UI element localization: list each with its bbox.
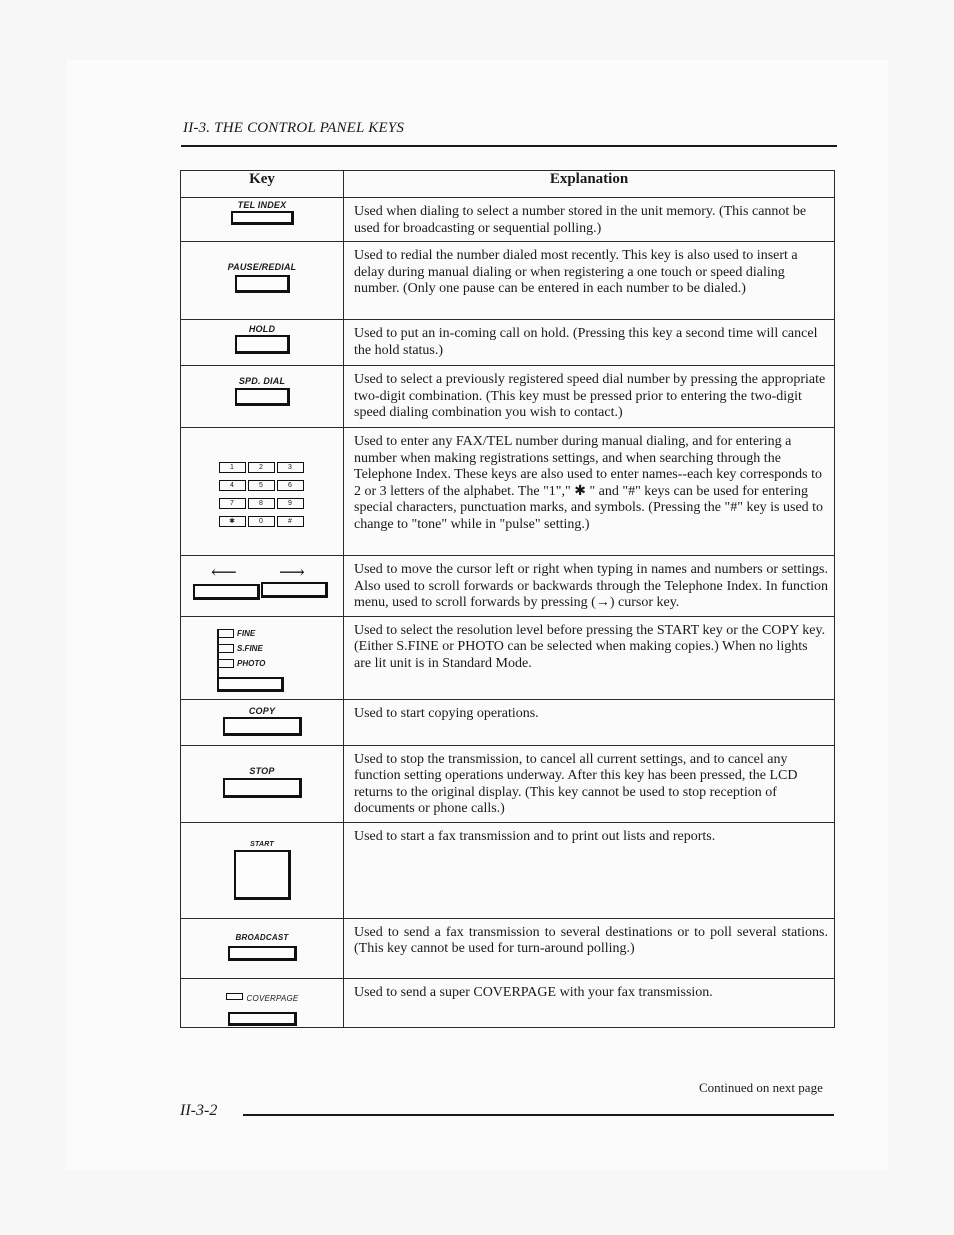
- section-title: II-3. THE CONTROL PANEL KEYS: [183, 120, 405, 136]
- lamp-label-photo: PHOTO: [237, 658, 266, 668]
- key-label: STOP: [249, 765, 275, 776]
- key-cell: [181, 556, 344, 617]
- table-row: [181, 978, 835, 1027]
- keypad-key: ✱: [219, 516, 246, 527]
- lamp-icon: [217, 629, 234, 638]
- title-rule: [181, 145, 837, 147]
- dial-keypad-icon: [219, 462, 306, 534]
- table-row: [181, 366, 835, 428]
- cursor-keys-icon: [181, 556, 343, 614]
- resolution-key-button-icon: [217, 677, 284, 692]
- explanation-cell: Used to start a fax transmission and to print out lists and reports.: [344, 822, 835, 918]
- table-row: [181, 918, 835, 978]
- explanation-cell: Used to send a fax transmission to several destinations or to poll several stations. (This key cannot be used for turn-around polling.): [344, 918, 835, 978]
- explanation-cell: Used to select the resolution level before pressing the START key or the COPY key. (Either S.FINE or PHOTO can be selected when making copies.) When no lights are lit unit is in Standard Mode.: [344, 616, 835, 699]
- keypad-row: [219, 498, 306, 509]
- hold-key-icon: [235, 335, 290, 354]
- resolution-key-icon: [217, 629, 307, 699]
- lamp-bracket: [217, 629, 219, 679]
- keypad-key: 4: [219, 480, 246, 491]
- key-label: TEL INDEX: [237, 200, 287, 210]
- table-row: [181, 242, 835, 320]
- key-cell: [181, 978, 344, 1027]
- keypad-key: 8: [248, 498, 275, 509]
- table-row: [181, 745, 835, 822]
- key-label: PAUSE/REDIAL: [227, 262, 297, 272]
- lamp-icon: [217, 644, 234, 653]
- keypad-key: 6: [277, 480, 304, 491]
- table-row: [181, 616, 835, 699]
- explanation-cell: Used to start copying operations.: [344, 699, 835, 745]
- table-row: [181, 556, 835, 617]
- table-row: [181, 320, 835, 366]
- keypad-key: 3: [277, 462, 304, 473]
- tel-index-key-icon: [231, 211, 294, 225]
- key-label: START: [250, 840, 274, 848]
- key-cell: [181, 745, 344, 822]
- keypad-key: #: [277, 516, 304, 527]
- keypad-key: 5: [248, 480, 275, 491]
- explanation-cell: Used to select a previously registered speed dial number by pressing the appropriate two-digit combination. (This key must be pressed prior to entering the two-digit speed dialing combination you wish to contact.): [344, 366, 835, 428]
- coverpage-label: COVERPAGE: [246, 993, 299, 1003]
- key-cell: [181, 242, 344, 320]
- explanation-cell: Used to redial the number dialed most recently. This key is also used to insert a delay during manual dialing or when registering a one touch or speed dialing number. (Only one pause can be entered in each number to be dialed.): [344, 242, 835, 320]
- lamp-icon: [217, 659, 234, 668]
- right-cursor-key-icon: [261, 582, 328, 598]
- left-cursor-key-icon: [193, 584, 260, 600]
- right-arrow-icon: ⟶: [279, 562, 305, 582]
- explanation-cell: Used to move the cursor left or right when typing in names and numbers or settings. Also used to scroll forwards or backwards through the Telephone Index. In function menu, used to scroll forwards by pressing (→) cursor key.: [344, 556, 835, 617]
- key-cell: [181, 918, 344, 978]
- explanation-cell: Used to send a super COVERPAGE with your fax transmission.: [344, 978, 835, 1027]
- key-label: SPD. DIAL: [238, 376, 286, 386]
- coverpage-key-group: [181, 988, 343, 1006]
- key-cell: [181, 320, 344, 366]
- key-cell: [181, 616, 344, 699]
- col-header-explanation: Explanation: [344, 171, 835, 198]
- table-row: [181, 198, 835, 242]
- keypad-key: 1: [219, 462, 246, 473]
- key-cell: [181, 198, 344, 242]
- left-arrow-icon: ⟵: [211, 562, 237, 582]
- table-row: [181, 822, 835, 918]
- keypad-key: 7: [219, 498, 246, 509]
- stop-key-icon: [223, 778, 302, 798]
- key-cell: [181, 822, 344, 918]
- keypad-row: [219, 480, 306, 491]
- pause-redial-key-icon: [235, 275, 290, 293]
- key-cell: [181, 366, 344, 428]
- explanation-cell: Used when dialing to select a number stored in the unit memory. (This cannot be used for broadcasting or sequential polling.): [344, 198, 835, 242]
- lamp-icon: [226, 993, 243, 1000]
- explanation-cell: Used to stop the transmission, to cancel all current settings, and to cancel any function setting operations underway. After this key has been pressed, the LCD returns to the original display. (This key cannot be used to stop reception of documents or phone calls.): [344, 745, 835, 822]
- continued-note: Continued on next page: [699, 1080, 823, 1095]
- page-number: II-3-2: [180, 1102, 218, 1119]
- explanation-cell: Used to put an in-coming call on hold. (Pressing this key a second time will cancel the hold status.): [344, 320, 835, 366]
- speed-dial-key-icon: [235, 388, 290, 406]
- broadcast-key-icon: [228, 946, 297, 961]
- key-cell: [181, 428, 344, 556]
- copy-key-icon: [223, 717, 302, 736]
- table-row: [181, 699, 835, 745]
- keypad-row: [219, 462, 306, 473]
- key-label: BROADCAST: [235, 932, 289, 942]
- key-label: HOLD: [248, 324, 276, 334]
- keypad-key: 9: [277, 498, 304, 509]
- start-key-icon: [234, 850, 291, 900]
- lamp-label-sfine: S.FINE: [237, 643, 263, 653]
- table-row: [181, 428, 835, 556]
- lamp-label-fine: FINE: [237, 628, 256, 638]
- coverpage-key-icon: [228, 1012, 297, 1026]
- key-label: COPY: [248, 705, 276, 716]
- footer-rule: [243, 1114, 834, 1116]
- keypad-key: 2: [248, 462, 275, 473]
- control-keys-table: [180, 170, 835, 1028]
- table-header-row: [181, 171, 835, 198]
- key-cell: [181, 699, 344, 745]
- keypad-key: 0: [248, 516, 275, 527]
- col-header-key: Key: [181, 171, 344, 198]
- keypad-row: [219, 516, 306, 527]
- explanation-cell: Used to enter any FAX/TEL number during manual dialing, and for entering a number when making registrations settings, and when searching through the Telephone Index. These keys are also used to enter names--each key corresponds to 2 or 3 letters of the alphabet. The "1"," ✱ " and "#" keys can be used for entering special characters, punctuation marks, and symbols. (Pressing the "#" key is used to change to "tone" while in "pulse" setting.): [344, 428, 835, 556]
